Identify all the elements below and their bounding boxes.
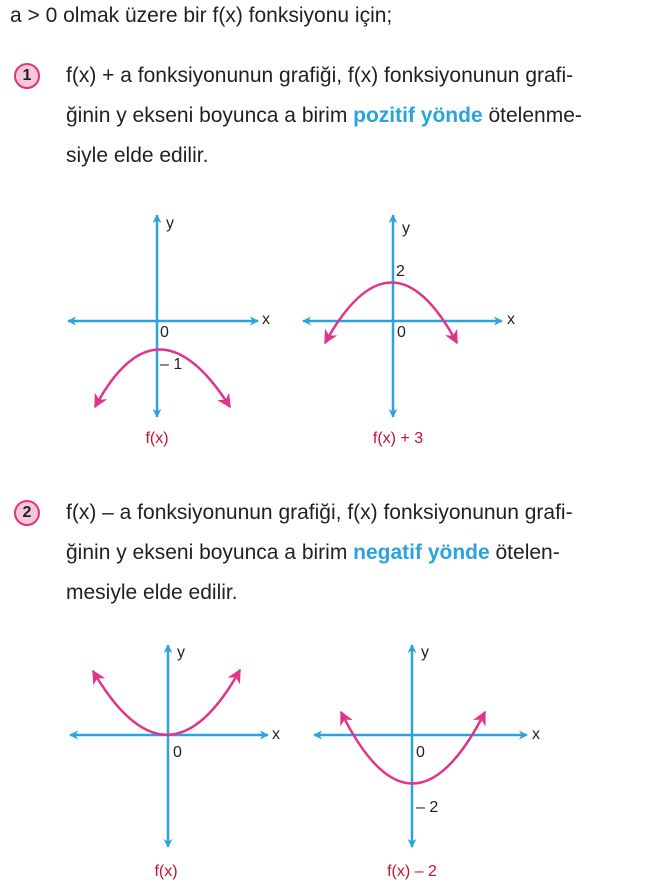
rule-1-line-1: f(x) + a fonksiyonunun grafiği, f(x) fonksiyonunun grafi- <box>66 64 574 87</box>
rule-2-highlight: negatif yönde <box>353 541 490 564</box>
graph-3-curve <box>93 670 240 735</box>
rule-2-line-1: f(x) – a fonksiyonunun grafiği, f(x) fonksiyonunun grafi- <box>66 501 573 524</box>
graph-1 <box>68 215 270 447</box>
graph-3 <box>70 644 280 880</box>
graph-4-y-label: y <box>421 644 429 661</box>
graph-4-function-label: f(x) – 2 <box>387 863 437 880</box>
graph-1-y-label: y <box>166 215 174 232</box>
rule-2-line-2-start: ğinin y ekseni boyunca a birim <box>66 541 354 564</box>
graph-1-origin-label: 0 <box>160 324 169 341</box>
graph-1-x-label: x <box>262 311 270 328</box>
graph-3-origin-label: 0 <box>173 744 182 761</box>
graph-1-tick-label: – 1 <box>160 356 183 373</box>
graph-4-tick-label: – 2 <box>416 799 439 816</box>
graph-3-y-label: y <box>177 644 185 661</box>
rule-2-line-2-end: ötelen- <box>489 541 560 564</box>
graph-2-x-label: x <box>507 311 515 328</box>
graph-2 <box>303 215 515 447</box>
rule-2-badge: 2 <box>14 500 40 526</box>
rule-1-badge: 1 <box>14 63 40 89</box>
graph-2-function-label: f(x) + 3 <box>372 430 424 447</box>
rule-1-line-3: siyle elde edilir. <box>66 144 209 167</box>
graph-3-x-label: x <box>272 726 280 743</box>
rule-1-line-2-end: ötelenme- <box>482 104 582 127</box>
rule-1-highlight: pozitif yönde <box>353 104 483 127</box>
graph-2-tick-label: 2 <box>396 263 405 280</box>
graph-3-function-label: f(x) <box>154 863 178 880</box>
graph-1-function-label: f(x) <box>145 430 169 447</box>
graph-4 <box>314 644 540 880</box>
graph-2-y-label: y <box>402 220 410 237</box>
rule-1-line-2-start: ğinin y ekseni boyunca a birim <box>66 104 354 127</box>
graph-4-origin-label: 0 <box>416 744 425 761</box>
graph-2-curve <box>325 283 457 344</box>
rule-2-line-3: mesiyle elde edilir. <box>66 581 238 604</box>
graph-2-origin-label: 0 <box>397 324 406 341</box>
graph-4-x-label: x <box>532 726 540 743</box>
intro-text: a > 0 olmak üzere bir f(x) fonksiyonu için; <box>10 4 393 27</box>
